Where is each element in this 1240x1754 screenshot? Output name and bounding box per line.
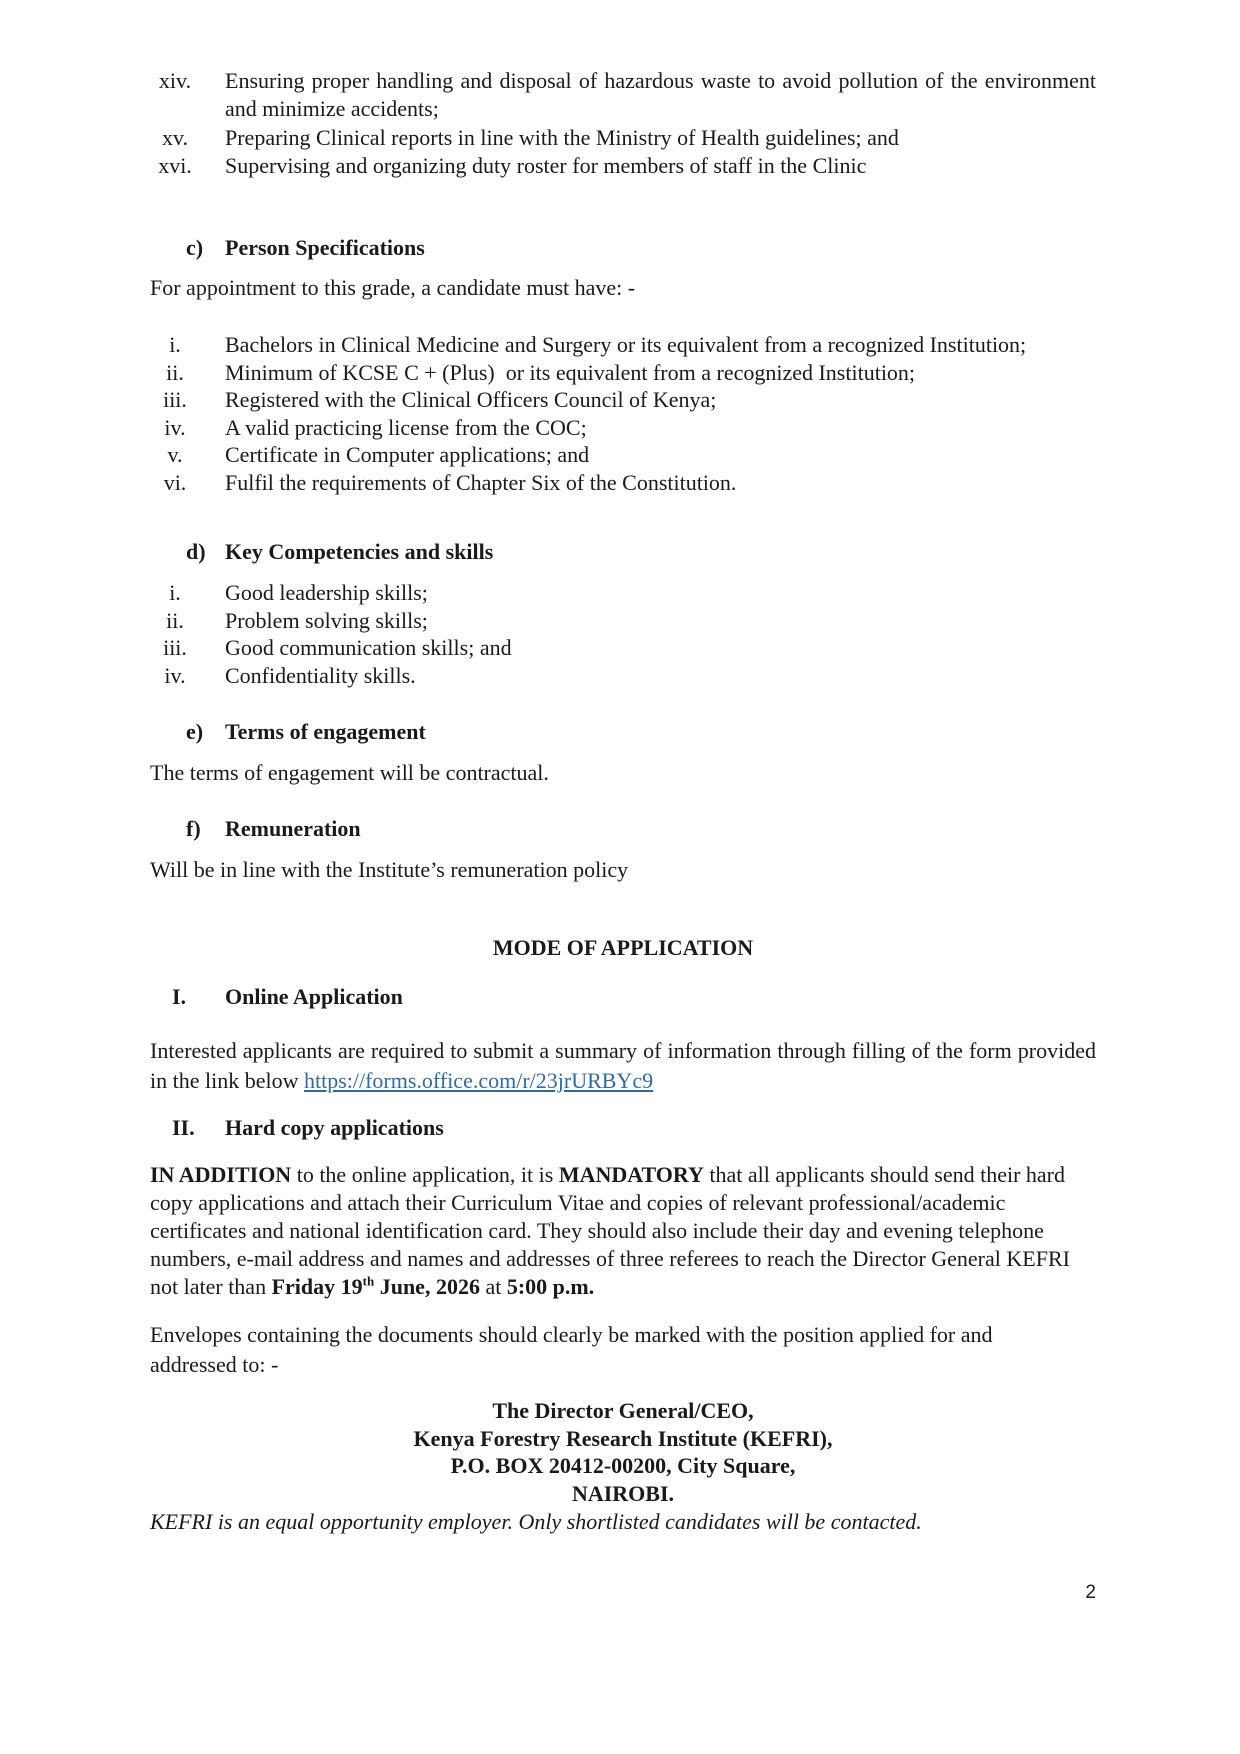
online-application-body: Interested applicants are required to submit a summary of information through filling of the form provided in the link below	[150, 1038, 1096, 1093]
list-text: Supervising and organizing duty roster for members of staff in the Clinic	[225, 153, 867, 178]
list-number: iv.	[164, 663, 186, 688]
list-number: xvi.	[158, 153, 192, 178]
person-spec-intro: For appointment to this grade, a candidate must have: -	[150, 275, 636, 300]
hard-copy-text-part: at	[479, 1274, 507, 1299]
section-label: e)	[186, 719, 204, 744]
list-text: Preparing Clinical reports in line with the Ministry of Health guidelines; and	[225, 125, 899, 150]
deadline-time: 5:00 p.m.	[506, 1274, 595, 1299]
emphasis-in-addition: IN ADDITION	[150, 1162, 292, 1187]
list-text: Fulfil the requirements of Chapter Six of the Constitution.	[225, 470, 737, 495]
list-number: ii.	[166, 360, 184, 385]
section-title: Hard copy applications	[225, 1115, 444, 1140]
section-title: Online Application	[225, 984, 403, 1009]
deadline-date	[272, 1274, 480, 1299]
online-application-text	[150, 1036, 1096, 1096]
address-line: P.O. BOX 20412-00200, City Square,	[450, 1453, 796, 1478]
list-text: Good leadership skills;	[225, 580, 428, 605]
deadline-month-year: June, 2026	[374, 1274, 480, 1299]
list-text: Registered with the Clinical Officers Council of Kenya;	[225, 387, 717, 412]
section-title: Person Specifications	[225, 235, 425, 260]
equal-opportunity-note: KEFRI is an equal opportunity employer. Only shortlisted candidates will be contacted.	[150, 1509, 922, 1534]
list-number: xiv.	[158, 68, 192, 93]
list-text: Minimum of KCSE C + (Plus) or its equivalent from a recognized Institution;	[225, 360, 916, 385]
list-number: i.	[169, 332, 181, 357]
section-title: Key Competencies and skills	[225, 539, 494, 564]
list-text: Problem solving skills;	[225, 608, 428, 633]
envelopes-instruction: Envelopes containing the documents should clearly be marked with the position applied for and addressed to: -	[150, 1322, 993, 1377]
list-text: Certificate in Computer applications; and	[225, 442, 590, 467]
list-number: v.	[167, 442, 183, 467]
hard-copy-text-part: that all applicants should send their hard copy applications and attach their Curriculum Vitae and copies of relevant professional/academic certificates and national identification card. They should also include their day and evening telephone numbers, e-mail address and names and addresses of three referees to reach the Director General KEFRI not later than	[150, 1162, 1070, 1299]
mode-of-application-title: MODE OF APPLICATION	[492, 935, 754, 960]
list-item	[150, 67, 1096, 123]
address-line: The Director General/CEO,	[492, 1398, 754, 1423]
list-text: Confidentiality skills.	[225, 663, 416, 688]
hard-copy-text-part: to the online application, it is	[291, 1162, 559, 1187]
list-number: iii.	[163, 635, 187, 660]
list-number: iv.	[164, 415, 186, 440]
address-line: NAIROBI.	[571, 1481, 675, 1506]
section-label: I.	[172, 984, 187, 1009]
page-number: 2	[1085, 1582, 1096, 1603]
section-label: II.	[172, 1115, 195, 1140]
list-number: xv.	[161, 125, 189, 150]
list-number: vi.	[163, 470, 187, 495]
section-title: Terms of engagement	[225, 719, 426, 744]
deadline-ordinal: th	[362, 1273, 375, 1289]
section-label: d)	[186, 539, 206, 564]
list-text: A valid practicing license from the COC;	[225, 415, 587, 440]
list-number: ii.	[166, 608, 184, 633]
hard-copy-text	[150, 1161, 1096, 1301]
deadline-day: Friday 19	[271, 1274, 363, 1299]
section-label: f)	[186, 816, 201, 841]
section-title: Remuneration	[225, 816, 361, 841]
list-text: Ensuring proper handling and disposal of hazardous waste to avoid pollution of the environment and minimize accidents;	[225, 68, 1096, 121]
terms-text: The terms of engagement will be contractual.	[150, 760, 549, 785]
emphasis-mandatory: MANDATORY	[558, 1162, 704, 1187]
list-number: i.	[169, 580, 181, 605]
list-number: iii.	[163, 387, 187, 412]
list-text: Bachelors in Clinical Medicine and Surgery or its equivalent from a recognized Institution;	[225, 332, 1027, 357]
application-form-link[interactable]: https://forms.office.com/r/23jrURBYc9	[303, 1068, 654, 1093]
section-label: c)	[186, 235, 204, 260]
list-text: Good communication skills; and	[225, 635, 512, 660]
remuneration-text: Will be in line with the Institute’s remuneration policy	[150, 857, 629, 882]
address-line: Kenya Forestry Research Institute (KEFRI),	[413, 1426, 833, 1451]
